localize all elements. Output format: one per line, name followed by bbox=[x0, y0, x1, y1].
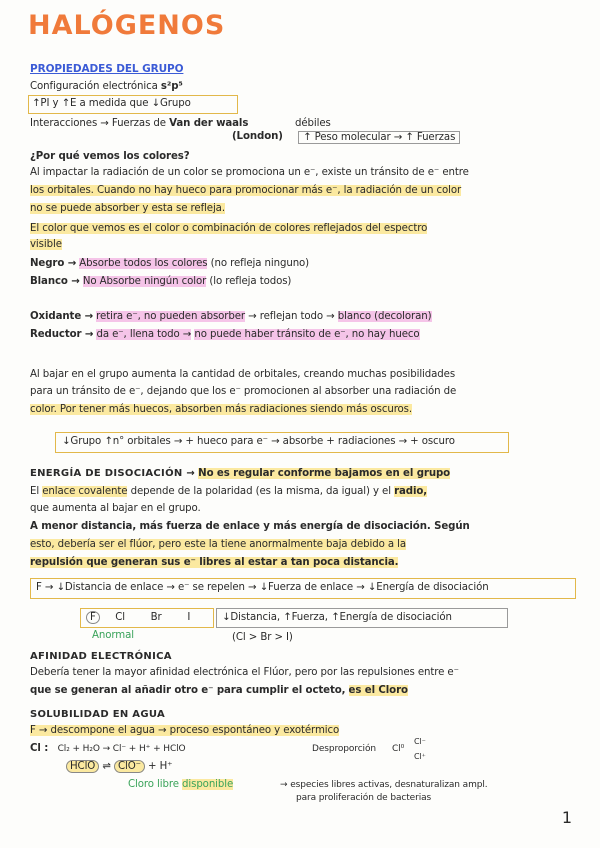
energia-note: No es regular conforme bajamos en el grupo bbox=[198, 468, 451, 479]
afinidad-cloro: es el Cloro bbox=[348, 685, 408, 696]
reductor-a: da e⁻, llena todo → bbox=[96, 329, 192, 340]
blanco-line bbox=[30, 275, 291, 289]
cloro-libre-line bbox=[128, 778, 233, 792]
reductor-term: Reductor → bbox=[30, 329, 94, 340]
energia-heading: ENERGÍA DE DISOCIACIÓN → bbox=[30, 468, 196, 479]
desproporcion-label: Desproporción bbox=[312, 744, 376, 754]
london-label: (London) bbox=[232, 131, 283, 142]
rhs-text: ↓Distancia, ↑Fuerza, ↑Energía de disociación bbox=[222, 612, 452, 623]
inter-label: Interacciones → Fuerzas de bbox=[30, 118, 166, 129]
element-cl: Cl bbox=[115, 612, 125, 623]
blanco-term: Blanco → bbox=[30, 276, 80, 287]
order-text: (Cl > Br > I) bbox=[232, 632, 293, 643]
cl0-label: Cl⁰ bbox=[392, 744, 405, 754]
p4-mid: depende de la polaridad (es la misma, da igual) y el bbox=[130, 486, 391, 497]
cloro-libre-label: Cloro libre bbox=[128, 779, 179, 790]
equilibrium-arrow: ⇌ bbox=[102, 761, 111, 772]
p3-line3 bbox=[30, 403, 412, 417]
cl-plus-label: Cl⁺ bbox=[414, 752, 426, 761]
p5-line3 bbox=[30, 556, 398, 570]
p3-line3-text: color. Por tener más huecos, absorben más radiaciones siendo más oscuros. bbox=[30, 404, 413, 415]
config-label: Configuración electrónica bbox=[30, 81, 158, 92]
negro-term: Negro → bbox=[30, 258, 77, 269]
element-i: I bbox=[187, 612, 191, 623]
p1-line2 bbox=[30, 184, 461, 198]
p4-line1 bbox=[30, 485, 427, 499]
oxidante-c: blanco (decoloran) bbox=[337, 311, 432, 322]
negro-line bbox=[30, 257, 309, 271]
p4-enlace: enlace covalente bbox=[42, 486, 128, 497]
p5-line1-text: A menor distancia, más fuerza de enlace y más energía de disociación. Según bbox=[30, 521, 470, 532]
interacciones-line bbox=[30, 117, 248, 131]
clo-minus-term: ClO⁻ bbox=[114, 760, 145, 773]
p5-line1 bbox=[30, 520, 470, 534]
especies-line2: para proliferación de bacterias bbox=[296, 793, 432, 803]
p2-line1 bbox=[30, 222, 427, 236]
oxidante-a: retira e⁻, no pueden absorber bbox=[96, 311, 246, 322]
p4-line2: que aumenta al bajar en el grupo. bbox=[30, 503, 201, 514]
oxidante-b: → reflejan todo → bbox=[248, 311, 335, 322]
van-der-waals: Van der waals bbox=[169, 118, 249, 129]
negro-desc: Absorbe todos los colores bbox=[79, 258, 208, 269]
p2-line2-text: visible bbox=[30, 239, 62, 250]
element-br: Br bbox=[150, 612, 162, 623]
debiles-label: débiles bbox=[295, 118, 331, 129]
afinidad-line2 bbox=[30, 684, 408, 698]
cl-equation: Cl₂ + H₂O → Cl⁻ + H⁺ + HClO bbox=[57, 744, 186, 754]
hplus-term: + H⁺ bbox=[148, 761, 173, 772]
p2-line2 bbox=[30, 238, 62, 252]
especies-line1: → especies libres activas, desnaturalizan ampl. bbox=[280, 780, 488, 790]
hclo-line bbox=[66, 760, 172, 774]
blanco-desc: No Absorbe ningún color bbox=[82, 276, 207, 287]
p5-line2-text: esto, debería ser el flúor, pero este la tiene anormalmente baja debido a la bbox=[30, 539, 407, 550]
element-f: F bbox=[86, 611, 100, 624]
section-heading-propiedades: PROPIEDADES DEL GRUPO bbox=[30, 63, 184, 75]
hclo-term: HClO bbox=[66, 760, 99, 773]
anormal-label: Anormal bbox=[92, 630, 134, 641]
afinidad-line1: Debería tener la mayor afinidad electrónica el Flúor, pero por las repulsiones entre e⁻ bbox=[30, 667, 459, 678]
f-line-text: F → descompone el agua → proceso espontáneo y exotérmico bbox=[30, 725, 340, 736]
config-line bbox=[30, 80, 183, 94]
p1-line3-text: no se puede absorber y esta se refleja. bbox=[30, 203, 225, 214]
p2-line1-text: El color que vemos es el color o combinación de colores reflejados del espectro bbox=[30, 223, 428, 234]
f-line bbox=[30, 724, 339, 738]
p5-line3-text: repulsión que generan sus e⁻ libres al estar a tan poca distancia. bbox=[30, 557, 399, 568]
blanco-paren: (lo refleja todos) bbox=[209, 276, 292, 287]
p1-line3 bbox=[30, 202, 225, 216]
cl-term: Cl : bbox=[30, 743, 49, 754]
question-colores: ¿Por qué vemos los colores? bbox=[30, 151, 190, 162]
solubilidad-heading: SOLUBILIDAD EN AGUA bbox=[30, 709, 165, 720]
energia-heading-line bbox=[30, 467, 450, 481]
p1-line1: Al impactar la radiación de un color se promociona un e⁻, existe un tránsito de e⁻ entre bbox=[30, 167, 469, 178]
pi-line: ↑PI y ↑E a medida que ↓Grupo bbox=[32, 98, 191, 109]
reductor-b: no puede haber tránsito de e⁻, no hay hueco bbox=[194, 329, 420, 340]
grupo-box-text: ↓Grupo ↑n° orbitales → + hueco para e⁻ → absorbe + radiaciones → + oscuro bbox=[62, 436, 455, 447]
f-box-text: F → ↓Distancia de enlace → e⁻ se repelen → ↓Fuerza de enlace → ↓Energía de disociación bbox=[36, 582, 489, 593]
page-number: 1 bbox=[561, 808, 572, 827]
disponible-label: disponible bbox=[182, 779, 234, 790]
peso-line bbox=[298, 131, 460, 145]
negro-paren: (no refleja ninguno) bbox=[210, 258, 310, 269]
p5-line2 bbox=[30, 538, 406, 552]
afinidad-heading: AFINIDAD ELECTRÓNICA bbox=[30, 651, 172, 662]
oxidante-line bbox=[30, 310, 432, 324]
p4-radio: radio, bbox=[394, 486, 428, 497]
oxidante-term: Oxidante → bbox=[30, 311, 94, 322]
p3-line2: para un tránsito de e⁻, dejando que los e⁻ promocionen al absorber una radiación de bbox=[30, 386, 457, 397]
config-value: s²p⁵ bbox=[160, 81, 183, 92]
cl-minus-label: Cl⁻ bbox=[414, 737, 426, 746]
page-title: HALÓGENOS bbox=[28, 10, 226, 41]
p4-el: El bbox=[30, 486, 40, 497]
p3-line1: Al bajar en el grupo aumenta la cantidad de orbitales, creando muchas posibilidades bbox=[30, 369, 456, 380]
elements-row bbox=[86, 611, 190, 625]
afinidad-line2-a: que se generan al añadir otro e⁻ para cumplir el octeto, bbox=[30, 685, 346, 696]
p1-line2-text: los orbitales. Cuando no hay hueco para promocionar más e⁻, la radiación de un color bbox=[30, 185, 462, 196]
reductor-line bbox=[30, 328, 420, 342]
cl-line bbox=[30, 742, 186, 756]
peso-box: ↑ Peso molecular → ↑ Fuerzas bbox=[298, 131, 460, 144]
